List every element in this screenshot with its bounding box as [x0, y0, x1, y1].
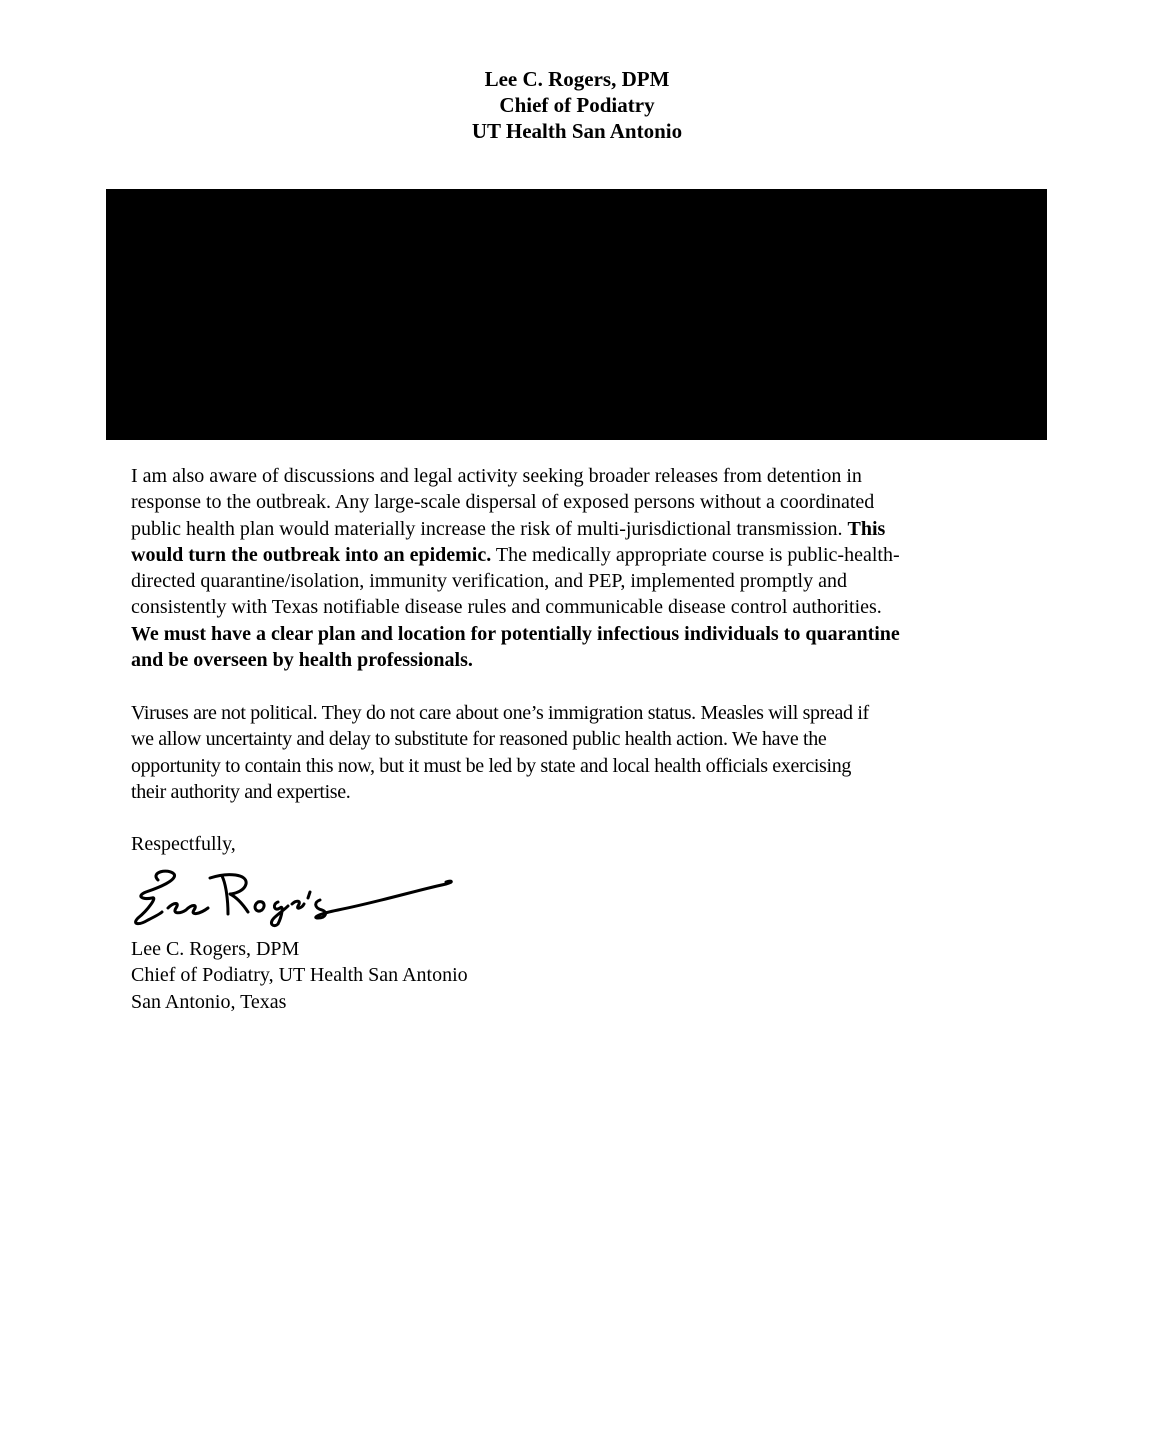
signer-title: Chief of Podiatry, UT Health San Antonio — [131, 964, 468, 987]
bold-text: We must have a clear plan and location for potentially infectious individuals to quarantine — [131, 622, 900, 645]
text-line: opportunity to contain this now, but it must be led by state and local health officials exercising — [131, 754, 851, 777]
bold-text: would turn the outbreak into an epidemic. — [131, 543, 492, 566]
letterhead — [0, 66, 1154, 144]
text-line: we allow uncertainty and delay to substitute for reasoned public health action. We have the — [131, 728, 827, 751]
redacted-block — [106, 189, 1047, 440]
bold-text: This — [847, 517, 886, 540]
text-line: directed quarantine/isolation, immunity verification, and PEP, implemented promptly and — [131, 570, 847, 593]
signer-location: San Antonio, Texas — [131, 990, 287, 1013]
text-line — [131, 516, 1031, 542]
text-line: consistently with Texas notifiable disease rules and communicable disease control authorities. — [131, 596, 882, 619]
closing: Respectfully, — [131, 833, 236, 855]
text-line: Viruses are not political. They do not care about one’s immigration status. Measles will spread if — [131, 702, 869, 724]
text-segment: public health plan would materially increase the risk of multi-jurisdictional transmission. — [131, 517, 848, 540]
handwritten-signature — [128, 866, 458, 928]
signer-name: Lee C. Rogers, DPM — [131, 938, 300, 960]
letterhead-institution: UT Health San Antonio — [471, 119, 683, 143]
letterhead-name: Lee C. Rogers, DPM — [484, 67, 670, 91]
letterhead-title: Chief of Podiatry — [499, 93, 655, 117]
text-segment: The medically appropriate course is public-health- — [491, 543, 900, 566]
paragraph-viruses — [131, 700, 1031, 805]
text-line: I am also aware of discussions and legal activity seeking broader releases from detention in — [131, 465, 862, 487]
text-line: their authority and expertise. — [131, 780, 351, 803]
text-line — [131, 542, 1031, 568]
text-line: response to the outbreak. Any large-scale dispersal of exposed persons without a coordinated — [131, 491, 875, 514]
signature-block — [131, 936, 1031, 1015]
paragraph-release-concerns — [131, 463, 1031, 673]
bold-text: and be overseen by health professionals. — [131, 649, 473, 672]
